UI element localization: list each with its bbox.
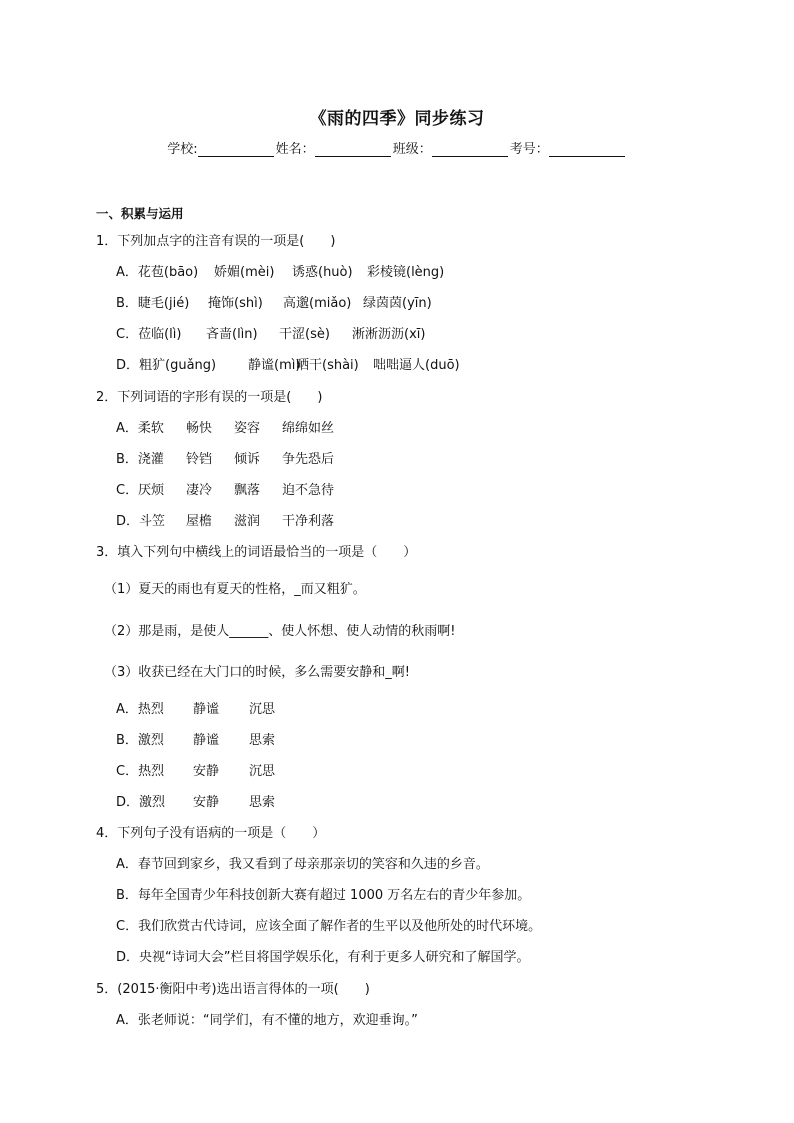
- question-3-option-b: [116, 729, 275, 748]
- q1-c-2: 吝啬(lìn): [206, 327, 258, 342]
- name-field[interactable]: [276, 138, 393, 157]
- q2-c-2: 凄冷: [186, 483, 213, 498]
- class-field[interactable]: [393, 138, 510, 157]
- q3-d-2: 安静: [193, 795, 220, 810]
- question-4-option-b: B．每年全国青少年科技创新大赛有超过 1000 万名左右的青少年参加。: [116, 888, 531, 903]
- q2-d-4: 干净利落: [282, 514, 335, 529]
- question-4-option-c: C．我们欣赏古代诗词，应该全面了解作者的生平以及他所处的时代环境。: [116, 919, 542, 934]
- q1-d-2: 静谧(mì): [248, 358, 301, 373]
- q3-d-1: D．激烈: [116, 795, 166, 810]
- class-blank[interactable]: [432, 142, 508, 157]
- q1-c-4: 淅淅沥沥(xī): [352, 327, 426, 342]
- question-3-option-a: [116, 698, 275, 717]
- question-4-option-d: D．央视“诗词大会”栏目将国学娱乐化，有利于更多人研究和了解国学。: [116, 950, 530, 965]
- question-3-sentence-1: （1）夏天的雨也有夏天的性格，_而又粗犷。: [104, 582, 366, 597]
- question-2-option-b: [116, 448, 334, 467]
- q2-d-2: 屋檐: [186, 514, 213, 529]
- question-1-option-a: [116, 261, 444, 280]
- school-blank[interactable]: [198, 142, 274, 157]
- question-3-option-d: [116, 791, 275, 810]
- q1-b-3: 高邈(miǎo): [283, 296, 352, 311]
- q3-b-2: 静谧: [193, 733, 220, 748]
- q1-a-4: 彩棱镜(lèng): [367, 265, 445, 280]
- question-5-option-a: A．张老师说：“同学们，有不懂的地方，欢迎垂询。”: [116, 1013, 418, 1028]
- question-3-stem: 3．填入下列句中横线上的词语最恰当的一项是（ ）: [96, 545, 417, 560]
- q1-a-2: 娇媚(mèi): [214, 265, 275, 280]
- q2-c-1: C．厌烦: [116, 483, 165, 498]
- q2-b-4: 争先恐后: [282, 452, 335, 467]
- q1-d-1: D．粗犷(guǎng): [116, 358, 217, 373]
- question-2-option-d: [116, 510, 334, 529]
- q2-a-2: 畅快: [186, 421, 213, 436]
- q1-d-4: 咄咄逼人(duō): [373, 358, 460, 373]
- q3-b-3: 思索: [249, 733, 276, 748]
- exam-number-label: 考号：: [509, 142, 549, 157]
- q3-b-1: B．激烈: [116, 733, 164, 748]
- q3-a-2: 静谧: [193, 702, 220, 717]
- q1-c-1: C．莅临(lì): [116, 327, 182, 342]
- question-2-option-a: [116, 417, 334, 436]
- q1-a-1: A．花苞(bāo): [116, 265, 199, 280]
- q2-b-1: B．浇灌: [116, 452, 164, 467]
- q3-a-1: A．热烈: [116, 702, 164, 717]
- q3-c-1: C．热烈: [116, 764, 165, 779]
- q2-a-1: A．柔软: [116, 421, 164, 436]
- name-blank[interactable]: [315, 142, 391, 157]
- q2-a-4: 绵绵如丝: [282, 421, 335, 436]
- q2-c-4: 迫不急待: [282, 483, 335, 498]
- question-3-sentence-3: （3）收获已经在大门口的时候，多么需要安静和_啊!: [104, 665, 410, 680]
- q3-c-3: 沉思: [249, 764, 276, 779]
- question-2-stem: 2．下列词语的字形有误的一项是( ): [96, 390, 323, 405]
- q2-c-3: 飘落: [234, 483, 261, 498]
- exam-number-blank[interactable]: [549, 142, 625, 157]
- q1-a-3: 诱惑(huò): [292, 265, 353, 280]
- q2-d-1: D．斗笠: [116, 514, 166, 529]
- question-3-option-c: [116, 760, 275, 779]
- q2-d-3: 滋润: [234, 514, 261, 529]
- name-label: 姓名：: [275, 142, 315, 157]
- q2-a-3: 姿容: [234, 421, 261, 436]
- q2-b-2: 铃铛: [186, 452, 213, 467]
- school-field[interactable]: [167, 138, 275, 157]
- question-5-stem: 5．(2015·衡阳中考)选出语言得体的一项( ): [96, 982, 370, 997]
- class-label: 班级：: [392, 142, 432, 157]
- question-1-option-b: [116, 292, 432, 311]
- question-4-option-a: A．春节回到家乡，我又看到了母亲那亲切的笑容和久违的乡音。: [116, 857, 489, 872]
- question-1-option-c: [116, 323, 425, 342]
- q1-b-1: B．睫毛(jié): [116, 296, 190, 311]
- question-1-stem: 1．下列加点字的注音有误的一项是( ): [96, 234, 336, 249]
- q1-c-3: 干涩(sè): [279, 327, 330, 342]
- page-title: 《雨的四季》同步练习: [309, 109, 485, 129]
- question-3-sentence-2: （2）那是雨，是使人______、使人怀想、使人动情的秋雨啊!: [104, 624, 456, 639]
- q1-d-3: 晒干(shài): [296, 358, 359, 373]
- question-2-option-c: [116, 479, 334, 498]
- q1-b-4: 绿茵茵(yīn): [363, 296, 432, 311]
- question-1-option-d: [116, 354, 460, 373]
- q3-d-3: 思索: [249, 795, 276, 810]
- q3-c-2: 安静: [193, 764, 220, 779]
- exam-number-field[interactable]: [510, 138, 627, 157]
- q1-b-2: 掩饰(shì): [208, 296, 263, 311]
- question-4-stem: 4．下列句子没有语病的一项是（ ）: [96, 826, 326, 841]
- q2-b-3: 倾诉: [234, 452, 261, 467]
- school-label: 学校:: [167, 142, 198, 157]
- q3-a-3: 沉思: [249, 702, 276, 717]
- section-heading: 一、积累与运用: [96, 206, 184, 221]
- student-info-row: [0, 138, 794, 157]
